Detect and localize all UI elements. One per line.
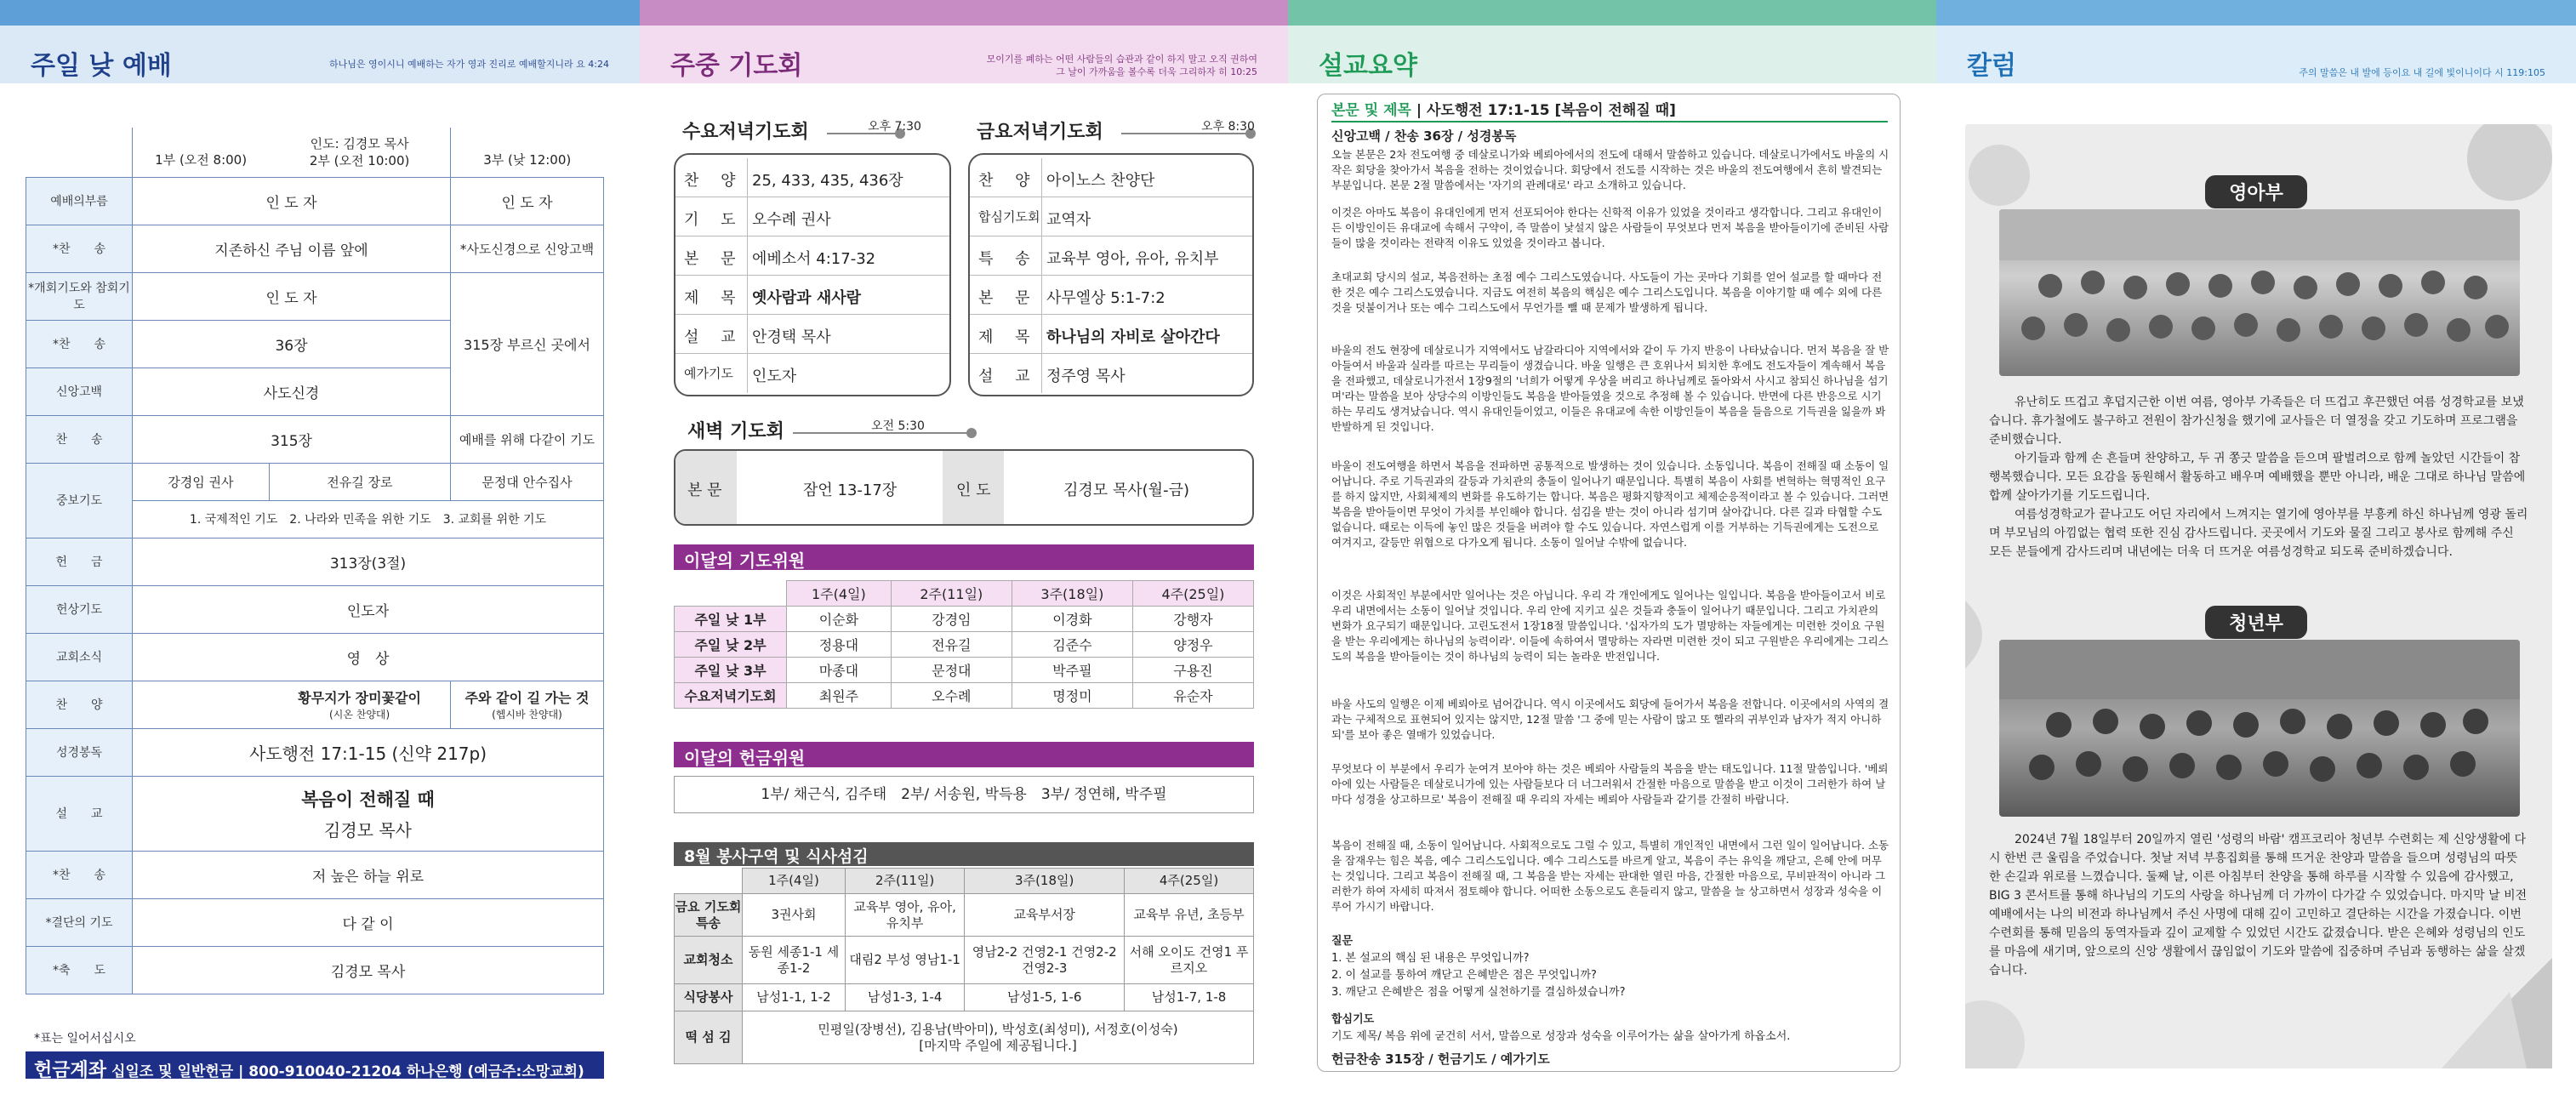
service-schedule-table: [674, 868, 1254, 1064]
page-title: 설교요약: [1319, 51, 1417, 81]
wed-prayer-title: 수요저녁기도회: [682, 122, 809, 143]
cell: 사도행전 17:1-15 (신약 217p): [133, 728, 604, 776]
row-label: 신앙고백: [26, 368, 133, 415]
cell: 이경화: [1012, 607, 1132, 632]
panel-sunday-worship: [0, 0, 640, 1094]
prayer-title: 합심기도: [1331, 1013, 1375, 1026]
cell: 대림2 부성 영남1-1: [845, 937, 964, 984]
prayer-row-value: 오수례 권사: [752, 211, 831, 229]
row-label: 헌 금: [26, 538, 133, 585]
table-row: [675, 937, 1254, 984]
prayer-row-label: 찬 양: [978, 172, 1039, 190]
prayer-row: [675, 276, 949, 315]
cell: 교육부 영아, 유아, 유치부: [845, 894, 964, 937]
cell: 전유길 장로: [269, 463, 450, 500]
prayer-row-value: 옛사람과 새사람: [752, 289, 861, 307]
table-row: [26, 946, 604, 994]
page-title: 칼럼: [1967, 51, 2016, 81]
sermon-paragraph: 이것은 사회적인 부분에서만 일어나는 것은 아닙니다. 우리 각 개인에게도 일어나는 일입니다. 복음을 받아들이고서 비로 우리 내면에서는 소동이 일어날 것입니다. 우리 안에 지키고 싶은 것들과 충돌이 일어나기 때문입니다. 그리고 가치관의 변화가 요구되기 때문입니다. 고린도전서 1장18절 말씀입니다. '십자가의 도가 멸망하는 자들에게는 미련한 것이요 구원을 받는 우리에게는 하나님의 능력이라'. 이들에 속하여서 멸망하는 자라면 미련한 것이 되고 구원받은 우리에게는 그리스도의 복음을 받아들이는 것이 하나님의 능력이 되는 놀라운 반전입니다.: [1331, 589, 1889, 663]
prayer-row: [970, 315, 1252, 354]
table-row: [26, 776, 604, 851]
cell: 유순자: [1132, 683, 1253, 709]
leader-label: 인도: 김경모 목사: [310, 135, 409, 151]
table-row: [26, 851, 604, 898]
fri-prayer-box: [968, 153, 1254, 396]
scripture-heading: 사도행전 17:1-15 [복음이 전해질 때]: [1427, 102, 1676, 119]
prayer-row: [675, 354, 949, 393]
table-row: [26, 177, 604, 225]
row-label: *개회기도와 참회기도: [26, 272, 133, 320]
sermon-title: 복음이 전해질 때: [301, 789, 435, 810]
cell: 인 도 자: [133, 272, 451, 320]
cell: 다 같 이: [133, 898, 604, 946]
prayer-row-value: 사무엘상 5:1-7:2: [1046, 289, 1165, 307]
scripture-label: 본문 및 제목: [1331, 102, 1411, 119]
table-row: [675, 658, 1254, 683]
row-label: 금요 기도회 특송: [675, 894, 743, 937]
row-label: 교회소식: [26, 633, 133, 681]
rice-cake-note: [마지막 주일에 제공됩니다.]: [919, 1037, 1077, 1053]
infant-department-photo: [1999, 209, 2520, 376]
table-row: [26, 538, 604, 585]
page-title: 주일 낮 예배: [31, 51, 172, 81]
prayer-row-value: 정주영 목사: [1046, 368, 1126, 385]
cell: 남성1-7, 1-8: [1125, 984, 1254, 1011]
section-header: [0, 26, 640, 83]
row-label: 찬 송: [26, 415, 133, 463]
group-photo-icon: [1999, 640, 2520, 817]
youth-paragraph: 2024년 7월 18일부터 20일까지 열린 '성령의 바람' 캠프코리아 청년부 수련회는 제 신앙생활에 다시 한번 큰 울림을 주었습니다. 첫날 저녁 부흥집회를 통해 뜨거운 찬양과 말씀을 들으며 성령님의 따뜻한 손길과 위로를 느꼈습니다. 둘째 날, 이른 아침부터 찬양을 통해 하루를 시작할 수 있음에 감사했고, BIG 3 콘서트를 통해 하나님의 기도의 사랑을 하나님께 더 가까이 다가갈 수 있었습니다. 마지막 날 비전 예배에서는 나의 비전과 하나님께서 주신 사명에 대해 깊이 고민하고 결단하는 시간을 가졌습니다. 이번 수련회를 통해 믿음의 동역자들과 깊이 교제할 수 있었던 시간도 값졌습니다. 받은 은혜와 성령님의 인도를 마음에 새기며, 앞으로의 신앙 생활에서 끊임없이 기도와 말씀에 집중하며 주님과 동행하는 삶을 살겠습니다.: [1989, 833, 2528, 977]
fri-time: 오후 8:30: [1201, 120, 1255, 134]
column-header: 4주(25일): [1132, 581, 1253, 607]
cell: 36장: [133, 320, 451, 368]
column-frame: [1965, 124, 2552, 1068]
question-item: 1. 본 설교의 핵심 된 내용은 무엇입니까?: [1331, 952, 1530, 965]
cell: 지존하신 주님 이름 앞에: [133, 225, 451, 272]
column-header: 2주(11일): [845, 869, 964, 894]
wed-prayer-box: [674, 153, 951, 396]
cell: 교육부 유년, 초등부: [1125, 894, 1254, 937]
row-label: 중보기도: [26, 463, 133, 538]
prayer-row: [970, 197, 1252, 236]
infant-paragraph: 아기들과 함께 손 흔들며 찬양하고, 두 귀 쫑긋 말씀을 듣으며 팔벌려으로 함께 놀았던 시간들이 참 행복했습니다. 모든 요감을 동원해서 활동하고 배우며 예배했을 뿐만 아니라, 배운 그대로 하나님 말씀에 합께 살아가기를 기도드립니다.: [1989, 452, 2526, 503]
anthem-title: 주와 같이 길 가는 것: [464, 690, 590, 706]
row-label: 주일 낮 2부: [675, 632, 787, 658]
sermon-box: 본문 및 제목 | 사도행전 17:1-15 [복음이 전해질 때] 신앙고백 / 찬송 36장 / 성경봉독 오늘 본문은 2차 전도여행 중 데살로니가와 베뢰아에서의 전도에 대해서 말씀하고 있습니다. 데살로니가에서도 바울의 시작은 회당을 찾아가서 복음을 전하는 것이었습니다. 회당에서 전도를 시작하는 것은 바울의 전도여행에서 흔히 발견되는 부분입니다. 본문 2절 말씀에서는 '자기의 관례대로' 라고 소개하고 있습니다. 이것은 아마도 복음이 유대인에게 먼저 선포되어야 한다는 신학적 이유가 있었을 것이라고 생각합니다. 그리고 유대인이든 이방인이든 유대교에 속해서 구약이, 즉 말씀이 낯설지 않은 사람들이 무엇보다 먼저 복음을 받아들이기에 준비된 사람들이 많을 것이라는 전략적 이유도 있었을 것이라고 봅니다. 초대교회 당시의 설교, 복음전하는 초점 예수 그리스도였습니다. 사도들이 가는 곳마다 기회를 얻어 설교를 할 때마다 전한 것은 예수 그리스도였습니다. 지금도 여전히 복음의 핵심은 예수 그리스도입니다. 복음을 이야기할 때 예수 외에 다른 것을 덧붙이거나 또는 예수 그리스도에서 무언가를 뺄 때 문제가 발생하게 됩니다. 바울의 전도 현장에 데살로니가 지역에서도 남갈라디아 지역에서와 같이 두 가지 반응이 나타났습니다. 먼저 복음을 잘 받아들여서 바울과 실라를 따르는 무리들이 생겼습니다. 바울 일행은 큰 호위나서 퇴치한 후에도 전도자들이 계속해서 복음을 전파했고, 데살로니가전서 1장9절의 '너희가 어떻게 우상을 버리고 하나님께로 돌아와서 사시고 참되신 하나님을 섬기며'라는 말씀을 보아 상당수의 이방인들도 복음을 받아들였을 것으로 추정해 볼 수 있습니다. 반면에 다른 반응으로 시기하는 무리도 생겨났습니다. 역시 유대인들이었고, 이들은 유대교에 속한 이방인들이 복음을 들음으로 기득권을 잃을까 봐 반발하게 된 것입니다. 바울이 전도여행을 하면서 복음을 전파하면 공통적으로 발생하는 것이 있습니다. 소동입니다. 복음이 전해질 때 소동이 일어납니다. 주로 기득권과의 갈등과 가치관의 충돌이 일어나기 때문입니다. 특별히 복음이 사회를 변혁하는 혁명적인 요구를 하지 않지만, 사회체제의 변화를 유도하기는 합니다. 복음은 평화지향적이고 체제순응적이라고 볼 수 있습니다. 그러면 복음을 받아들이면 무엇이 가치를 부인해야 합니다. 섬김을 받는 것이 아니라 섬기며 살아갑니다. 다른 길과 타협할 수도 없습니다. 때로는 이득에 놓인 많은 것들을 버려야 할 수도 있습니다. 자연스럽게 이를 거부하는 기득권에게는 도전으로 여겨지고, 갈등만 위협으로 다가오게 됩니다. 소동이 일어날 수밖에 없습니다. 이것은 사회적인 부분에서만 일어나는 것은 아닙니다. 우리 각 개인에게도 일어나는 일입니다. 복음을 받아들이고서 비로 우리 내면에서는 소동이 일어날 것입니다. 우리 안에 지키고 싶은 것들과 충돌이 일어나기 때문입니다. 그리고 가치관의 변화가 요구되기 때문입니다. 고린도전서 1장18절 말씀입니다. '십자가의 도가 멸망하는 자들에게는 미련한 것이요 구원을 받는 우리에게는 하나님의 능력이라'. 이들에 속하여서 멸망하는 자라면 미련한 것이 되고 구원받은 우리에게는 그리스도의 복음을 받아들이는 것이 하나님의 능력이 되는 놀라운 반전입니다. 바울 사도의 일행은 이제 베뢰아로 넘어갑니다. 역시 이곳에서도 회당에 들어가서 복음을 전합니다. 이곳에서의 사역의 결과는 구체적으로 표현되어 있지는 않지만, 12절 말씀 '그 중에 믿는 사람이 많고 또 헬라의 귀부인과 남자가 적지 아니하되'를 보아 좋은 열매가 있었습니다. 무엇보다 이 부분에서 우리가 눈여겨 보아야 하는 것은 베뢰아 사람들의 복음을 받는 태도입니다. 11절 말씀입니다. '베뢰아에 있는 사람들은 데살로니가에 있는 사람들보다 더 너그러워서 간절한 마음으로 말씀을 받고 이것이 그러한가 하여 날마다 성경을 상고하므로' 복음이 전해질 때 우리의 자세는 베뢰아 사람들과 같기를 간절히 바랍니다. 복음이 전해질 때, 소동이 일어납니다. 사회적으로도 그럴 수 있고, 특별히 개인적인 내면에서 그런 일이 일어납니다. 소동을 잠재우는 힘은 복음, 예수 그리스도입니다. 예수 그리스도를 바르게 알고, 복음이 주는 유익을 깨닫고, 은혜 안에 머무는 것입니다. 그리고 복음이 전해질 때, 그 복음을 받는 자세는 판대한 열린 마음, 간절한 마음으로, 무비판적이 아니라 그러한가 하여 자세히 따져서 점토해야 합니다. 어떠한 소동으로도 흔들리지 않고, 말씀을 늘 상고하면서 성장과 성숙을 이루어 가시기 바랍니다. 질문 1. 본 설교의 핵심 된 내용은 무엇입니까? 2. 이 설교를 통하여 깨닫고 은혜받은 점은 무엇입니까? 3. 깨닫고 은혜받은 점을 어떻게 실천하기를 결심하셨습니까? 합심기도 기도 제목/ 복음 위에 굳건히 서서, 말씀으로 성장과 성숙을 이루어가는 삶을 살아가게 하옵소서. 헌금찬송 315장 / 헌금기도 / 예가기도: [1317, 94, 1901, 1072]
table-row: [675, 683, 1254, 709]
cell: 정용대: [787, 632, 892, 658]
cell: 명정미: [1012, 683, 1132, 709]
cell: 최원주: [787, 683, 892, 709]
prayer-row-label: 설 교: [684, 328, 744, 346]
prayer-row-value: 교역자: [1046, 211, 1091, 229]
row-label: 수요저녁기도회: [675, 683, 787, 709]
table-row: [26, 225, 604, 272]
sermon-paragraph: 무엇보다 이 부분에서 우리가 눈여겨 보아야 하는 것은 베뢰아 사람들의 복음을 받는 태도입니다. 11절 말씀입니다. '베뢰아에 있는 사람들은 데살로니가에 있는 사람들보다 더 너그러워서 간절한 마음으로 말씀을 받고 이것이 그러한가 하여 날마다 성경을 상고하므로' 복음이 전해질 때 우리의 자세는 베뢰아 사람들과 같기를 간절히 바랍니다.: [1331, 762, 1889, 806]
cell: 양정우: [1132, 632, 1253, 658]
dawn-leader: 김경모 목사(월-금): [1063, 481, 1189, 499]
section-pill-infant: 영아부: [2205, 175, 2307, 208]
dawn-prayer-title: 새벽 기도회: [687, 421, 784, 442]
cell: 313장(3절): [133, 538, 604, 585]
cell: 문정대: [891, 658, 1012, 683]
table-row: [26, 681, 604, 728]
cell: 마종대: [787, 658, 892, 683]
table-row: [26, 633, 604, 681]
row-label: 교회청소: [675, 937, 743, 984]
account-info: 십일조 및 일반헌금 | 800-910040-21204 하나은행 (예금주:소망교회): [111, 1063, 584, 1080]
prayer-row-label: 합심기도회: [978, 209, 1040, 225]
header-verse: 주의 말씀은 내 발에 등이요 내 길에 빛이니이다 시 119:105: [2299, 67, 2545, 78]
panel-sermon-summary: [1288, 0, 1936, 1094]
column-header: 2주(11일): [891, 581, 1012, 607]
cell: 사도신경: [133, 368, 451, 415]
prayer-row-label: 특 송: [978, 250, 1039, 268]
row-label: *찬 송: [26, 851, 133, 898]
cell: 예배를 위해 다같이 기도: [451, 415, 604, 463]
table-row: [675, 984, 1254, 1011]
cell: 인 도 자: [133, 177, 451, 225]
cell: 전유길: [891, 632, 1012, 658]
table-row: [26, 415, 604, 463]
prayer-row-value: 에베소서 4:17-32: [752, 250, 876, 268]
fri-prayer-title: 금요저녁기도회: [977, 122, 1103, 143]
column-header: 1주(4일): [743, 869, 846, 894]
prayer-row: [675, 158, 949, 197]
cell: 박주필: [1012, 658, 1132, 683]
infant-paragraph: 유난히도 뜨겁고 후덥지근한 이번 여름, 영아부 가족들은 더 뜨겁고 후끈했던 여름 성경학교를 보냈습니다. 휴가철에도 불구하고 전원이 참가신청을 했기에 교사들은 더 열정을 갖고 기도하며 프로그램을 준비했습니다.: [1989, 396, 2524, 447]
row-label: 성경봉독: [26, 728, 133, 776]
offering-committee-title: 이달의 헌금위원: [674, 742, 1254, 767]
prayer-row: [970, 236, 1252, 276]
sermon-paragraph: 바울 사도의 일행은 이제 베뢰아로 넘어갑니다. 역시 이곳에서도 회당에 들어가서 복음을 전합니다. 이곳에서의 사역의 결과는 구체적으로 표현되어 있지는 않지만, 12절 말씀 '그 중에 믿는 사람이 많고 또 헬라의 귀부인과 남자가 적지 아니하되'를 보아 좋은 열매가 있었습니다.: [1331, 698, 1889, 741]
service-3-time: 3부 (낮 12:00): [483, 151, 572, 168]
cell: 오수례: [891, 683, 1012, 709]
question-item: 3. 깨닫고 은혜받은 점을 어떻게 실천하기를 결심하셨습니까?: [1331, 986, 1626, 999]
sermon-paragraph: 복음이 전해질 때, 소동이 일어납니다. 사회적으로도 그럴 수 있고, 특별히 개인적인 내면에서 그런 일이 일어납니다. 소동을 잠재우는 힘은 복음, 예수 그리스도입니다. 예수 그리스도를 바르게 알고, 복음이 주는 유익을 깨닫고, 은혜 안에 머무는 것입니다. 그리고 복음이 전해질 때, 그 복음을 받는 자세는 판대한 열린 마음, 간절한 마음으로, 무비판적이 아니라 그러한가 하여 자세히 따져서 점토해야 합니다. 어떠한 소동으로도 흔들리지 않고, 말씀을 늘 상고하면서 성장과 성숙을 이루어 가시기 바랍니다.: [1331, 839, 1889, 913]
sermon-paragraph: 바울이 전도여행을 하면서 복음을 전파하면 공통적으로 발생하는 것이 있습니다. 소동입니다. 복음이 전해질 때 소동이 일어납니다. 주로 기득권과의 갈등과 가치관의 충돌이 일어나기 때문입니다. 특별히 복음이 사회를 변혁하는 혁명적인 요구를 하지 않지만, 사회체제의 변화를 유도하기는 합니다. 복음은 평화지향적이고 체제순응적이라고 볼 수 있습니다. 그러면 복음을 받아들이면 무엇이 가치를 부인해야 합니다. 섬김을 받는 것이 아니라 섬기며 살아갑니다. 다른 길과 타협할 수도 없습니다. 때로는 이득에 놓인 많은 것들을 버려야 할 수도 있습니다. 자연스럽게 이를 거부하는 기득권에게는 도전으로 여겨지고, 갈등만 위협으로 다가오게 됩니다. 소동이 일어날 수밖에 없습니다.: [1331, 459, 1889, 549]
cell: 인도자: [133, 585, 604, 633]
prayer-row-value: 아이노스 찬양단: [1046, 172, 1155, 190]
prayer-row-value: 하나님의 자비로 살아간다: [1046, 328, 1220, 346]
cell: *사도신경으로 신앙고백: [451, 225, 604, 272]
prayer-committee-title: 이달의 기도위원: [674, 544, 1254, 570]
prayer-row-label: 기 도: [684, 211, 744, 229]
cell: 교육부서장: [965, 894, 1125, 937]
prayer-row-value: 25, 433, 435, 436장: [752, 172, 903, 190]
cell: 강행자: [1132, 607, 1253, 632]
prayer-row: [675, 197, 949, 236]
cell: 이순화: [787, 607, 892, 632]
stand-footnote: *표는 일어서십시오: [34, 1032, 136, 1046]
service-schedule-title: 8월 봉사구역 및 식사섬김: [674, 842, 1254, 866]
choir-name: (시온 찬양대): [329, 709, 390, 721]
table-row: [675, 607, 1254, 632]
table-row: [675, 894, 1254, 937]
closing-order: 헌금찬송 315장 / 헌금기도 / 예가기도: [1331, 1051, 1550, 1067]
cell: 동원 세종1-1 세종1-2: [743, 937, 846, 984]
header-verse-2: 그 날이 가까움을 볼수록 더욱 그리하자 히 10:25: [1056, 66, 1257, 77]
section-header: [640, 26, 1288, 83]
table-row: [675, 632, 1254, 658]
row-label: *찬 송: [26, 225, 133, 272]
table-header: [26, 128, 604, 177]
question-item: 2. 이 설교를 통하여 깨닫고 은혜받은 점은 무엇입니까?: [1331, 969, 1597, 982]
rice-cake-donors: 민평일(장병선), 김용남(박아미), 박성호(최성미), 서정호(이성숙): [818, 1021, 1178, 1037]
prayer-row: [970, 276, 1252, 315]
cell: 강경임: [891, 607, 1012, 632]
column-header: 3주(18일): [1012, 581, 1132, 607]
prayer-row-label: 예가기도: [684, 366, 733, 381]
row-label: 예배의부름: [26, 177, 133, 225]
offering-account-banner: [26, 1051, 604, 1079]
service-2-time: 2부 (오전 10:00): [309, 152, 410, 168]
cell: 문정대 안수집사: [451, 463, 604, 500]
cell: 인 도 자: [451, 177, 604, 225]
cell: 남성1-5, 1-6: [965, 984, 1125, 1011]
cell: 강경임 권사: [133, 463, 270, 500]
service-1-time: 1부 (오전 8:00): [155, 151, 248, 168]
dawn-leader-label: 인 도: [956, 481, 991, 499]
prayer-row: [970, 158, 1252, 197]
panel-weekday-prayer: [640, 0, 1288, 1094]
worship-order-table: [26, 128, 604, 994]
prayer-row-value: 인도자: [752, 368, 797, 385]
table-row: [26, 463, 604, 500]
sermon-paragraph: 이것은 아마도 복음이 유대인에게 먼저 선포되어야 한다는 신학적 이유가 있었을 것이라고 생각합니다. 그리고 유대인이든 이방인이든 유대교에 속해서 구약이, 즉 말씀이 낯설지 않은 사람들이 무엇보다 먼저 복음을 받아들이기에 준비된 사람들이 많을 것이라는 전략적 이유도 있었을 것이라고 봅니다.: [1331, 206, 1889, 249]
page-title: 주중 기도회: [670, 51, 803, 81]
table-row: [26, 728, 604, 776]
row-label: *결단의 기도: [26, 898, 133, 946]
row-label: 주일 낮 3부: [675, 658, 787, 683]
cell: 1. 국제적인 기도 2. 나라와 민족을 위한 기도 3. 교회를 위한 기도: [133, 500, 604, 538]
section-pill-youth: 청년부: [2205, 606, 2307, 639]
cell: 315장 부르신 곳에서: [451, 272, 604, 415]
prayer-row-value: 안경택 목사: [752, 328, 831, 346]
cell: 김경모 목사: [133, 946, 604, 994]
cell: 315장: [133, 415, 451, 463]
cell: 김준수: [1012, 632, 1132, 658]
prayer-row-label: 제 목: [684, 289, 744, 307]
header-verse-1: 모이기를 폐하는 어떤 사람들의 습관과 같이 하지 말고 오직 권하여: [986, 54, 1257, 65]
section-header: [1936, 26, 2576, 83]
prayer-row-label: 설 교: [978, 368, 1039, 385]
anthem-title: 황무지가 장미꽃같이: [298, 690, 421, 706]
infant-paragraph: 여름성경학교가 끝나고도 어딘 자리에서 느껴지는 열기에 영아부를 부흥케 하신 하나님께 영광 돌리며 부모님의 아낌없는 협력 또한 진심 감사드립니다. 곳곳에서 기도와 물질 그리고 봉사로 함께해 주신 모든 분들에게 감사드리며 내년에는 더욱 더 뜨거운 여름성경학교 되도록 준비하겠습니다.: [1989, 508, 2528, 559]
cell: 영남2-2 건영2-1 건영2-2 건영2-3: [965, 937, 1125, 984]
row-label: 찬 양: [26, 681, 133, 728]
prayer-row-value: 교육부 영아, 유아, 유치부: [1046, 250, 1219, 268]
top-bar: [640, 0, 1288, 26]
dawn-prayer-box: [674, 449, 1254, 526]
table-row: [26, 585, 604, 633]
table-header: [675, 869, 1254, 894]
prayer-topic: 기도 제목/ 복음 위에 굳건히 서서, 말씀으로 성장과 성숙을 이루어가는 삶을 살아가게 하옵소서.: [1331, 1030, 1791, 1043]
table-row: [675, 1011, 1254, 1064]
section-header: [1288, 26, 1936, 83]
header-verse: 하나님은 영이시니 예배하는 자가 영과 진리로 예배할지니라 요 4:24: [329, 59, 609, 70]
preacher: 김경모 목사: [324, 819, 412, 840]
row-label: *축 도: [26, 946, 133, 994]
cell: 영 상: [133, 633, 604, 681]
prayer-row: [675, 315, 949, 354]
prayer-row: [675, 236, 949, 276]
prayer-committee-table: [674, 580, 1254, 709]
questions-title: 질문: [1331, 935, 1354, 948]
row-label: 식당봉사: [675, 984, 743, 1011]
dawn-time: 오전 5:30: [871, 419, 925, 433]
prayer-row-label: 찬 양: [684, 172, 744, 190]
choir-name: (헵시바 찬양대): [492, 709, 562, 721]
prayer-row: [970, 354, 1252, 393]
panel-column: [1936, 0, 2576, 1094]
cell: 남성1-3, 1-4: [845, 984, 964, 1011]
top-bar: [1936, 0, 2576, 26]
sermon-paragraph: 오늘 본문은 2차 전도여행 중 데살로니가와 베뢰아에서의 전도에 대해서 말씀하고 있습니다. 데살로니가에서도 바울의 시작은 회당을 찾아가서 복음을 전하는 것이었습니다. 회당에서 전도를 시작하는 것은 바울의 전도여행에서 흔히 발견되는 부분입니다. 본문 2절 말씀에서는 '자기의 관례대로' 라고 소개하고 있습니다.: [1331, 148, 1889, 191]
dawn-text: 잠언 13-17장: [803, 481, 898, 499]
order-subheading: 신앙고백 / 찬송 36장 / 성경봉독: [1331, 128, 1517, 144]
column-header: 1주(4일): [787, 581, 892, 607]
row-label: 헌상기도: [26, 585, 133, 633]
wed-time: 오후 7:30: [868, 120, 921, 134]
cell: 서해 오이도 건영1 푸르지오: [1125, 937, 1254, 984]
sermon-paragraph: 초대교회 당시의 설교, 복음전하는 초점 예수 그리스도였습니다. 사도들이 가는 곳마다 기회를 얻어 설교를 할 때마다 전한 것은 예수 그리스도였습니다. 지금도 여전히 복음의 핵심은 예수 그리스도입니다. 복음을 이야기할 때 예수 외에 다른 것을 덧붙이거나 또는 예수 그리스도에서 무언가를 뺄 때 문제가 발생하게 됩니다.: [1331, 271, 1883, 314]
account-title: 헌금계좌: [34, 1060, 107, 1081]
row-label: 떡 섬 김: [675, 1011, 743, 1064]
cell: 3권사회: [743, 894, 846, 937]
column-header: 4주(25일): [1125, 869, 1254, 894]
cell: 저 높은 하늘 위로: [133, 851, 604, 898]
cell: 구용진: [1132, 658, 1253, 683]
column-header: 3주(18일): [965, 869, 1125, 894]
prayer-row-label: 제 목: [978, 328, 1039, 346]
youth-department-photo: [1999, 640, 2520, 817]
prayer-row-label: 본 문: [684, 250, 744, 268]
sermon-paragraph: 바울의 전도 현장에 데살로니가 지역에서도 남갈라디아 지역에서와 같이 두 가지 반응이 나타났습니다. 먼저 복음을 잘 받아들여서 바울과 실라를 따르는 무리들이 생겼습니다. 바울 일행은 큰 호위나서 퇴치한 후에도 전도자들이 계속해서 복음을 전파했고, 데살로니가전서 1장9절의 '너희가 어떻게 우상을 버리고 하나님께로 돌아와서 사시고 참되신 하나님을 섬기며'라는 말씀을 보아 상당수의 이방인들도 복음을 받아들였을 것으로 추정해 볼 수 있습니다. 반면에 다른 반응으로 시기하는 무리도 생겨났습니다. 역시 유대인들이었고, 이들은 유대교에 속한 이방인들이 복음을 들음으로 기득권을 잃을까 봐 반발하게 된 것입니다.: [1331, 344, 1889, 433]
cell: 남성1-1, 1-2: [743, 984, 846, 1011]
table-row: [26, 898, 604, 946]
offering-committee-names: 1부/ 채근식, 김주태 2부/ 서송원, 박득용 3부/ 정연해, 박주필: [674, 776, 1254, 813]
group-photo-icon: [1999, 209, 2520, 376]
top-bar: [0, 0, 640, 26]
row-label: *찬 송: [26, 320, 133, 368]
row-label: 설 교: [26, 776, 133, 851]
table-row: [26, 272, 604, 320]
prayer-row-label: 본 문: [978, 289, 1039, 307]
top-bar: [1288, 0, 1936, 26]
row-label: 주일 낮 1부: [675, 607, 787, 632]
table-header: [675, 581, 1254, 607]
dawn-text-label: 본 문: [687, 481, 722, 499]
